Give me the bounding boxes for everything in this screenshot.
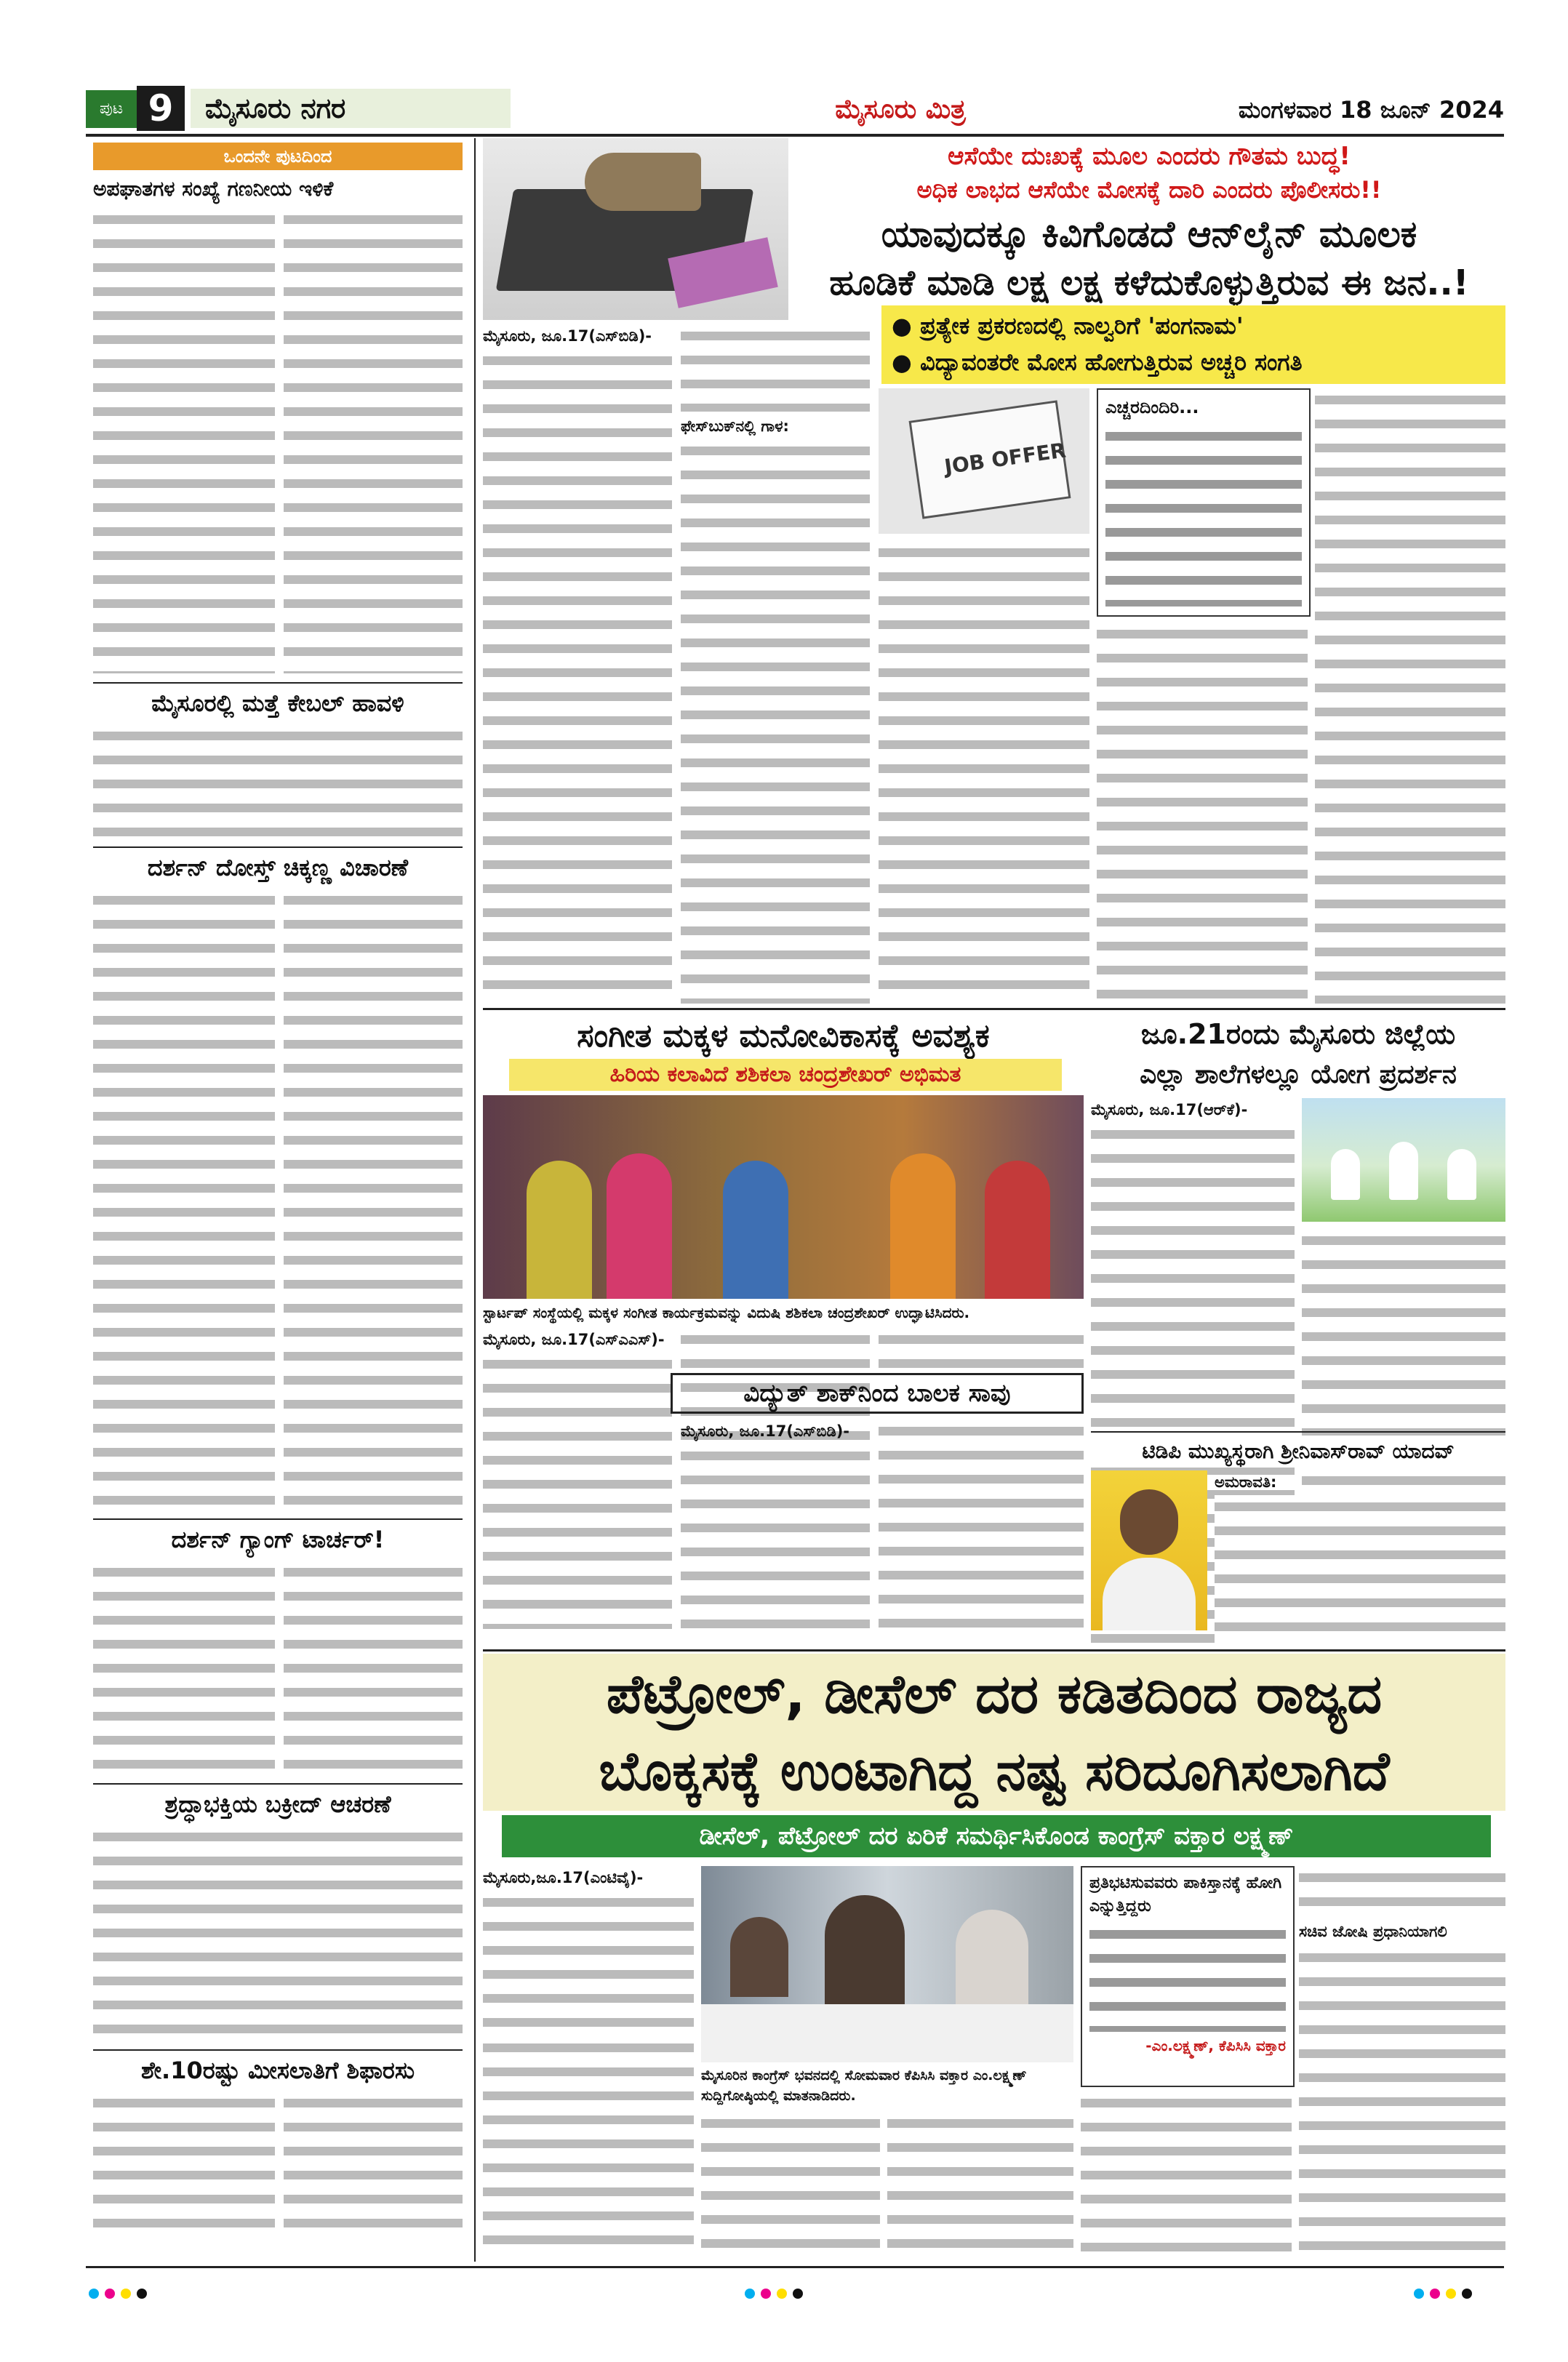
story-headline: ದರ್ಶನ್ ದೋಸ್ತ್ ಚಿಕ್ಕಣ್ಣ ವಿಚಾರಣೆ — [147, 854, 409, 881]
story-body — [93, 2091, 275, 2237]
story-headline: ಅಪಘಾತಗಳ ಸಂಖ್ಯೆ ಗಣನೀಯ ಇಳಿಕೆ — [93, 177, 334, 201]
music-body — [879, 1328, 1084, 1373]
issue-date: ಮಂಗಳವಾರ 18 ಜೂನ್ 2024 — [1238, 96, 1504, 124]
story-body — [284, 889, 463, 1514]
divider — [483, 1649, 1505, 1652]
shock-dateline: ಮೈಸೂರು, ಜೂ.17(ಎಸ್‌ಬಿಡಿ)- — [681, 1422, 850, 1440]
fuel-body — [1299, 1866, 1505, 1917]
fuel-headline-2: ಬೊಕ್ಕಸಕ್ಕೆ ಉಂಟಾಗಿದ್ದ ನಷ್ಟ ಸರಿದೂಗಿಸಲಾಗಿದೆ — [599, 1740, 1390, 1803]
fuel-body — [483, 2036, 694, 2259]
paper-name: ಮೈಸೂರು ಮಿತ್ರ — [835, 95, 966, 124]
lead-body — [681, 324, 870, 412]
divider — [93, 1783, 463, 1785]
divider — [483, 1008, 1505, 1010]
music-headline: ಸಂಗೀತ ಮಕ್ಕಳ ಮನೋವಿಕಾಸಕ್ಕೆ ಅವಶ್ಯಕ — [577, 1017, 990, 1054]
bullet-2-text: ವಿದ್ಯಾವಂತರೇ ಮೋಸ ಹೋಗುತ್ತಿರುವ ಅಚ್ಚರಿ ಸಂಗತಿ — [920, 348, 1303, 376]
page-badge — [86, 90, 137, 128]
divider — [93, 682, 463, 684]
yoga-headline-1: ಜೂ.21ರಂದು ಮೈಸೂರು ಜಿಲ್ಲೆಯ — [1140, 1018, 1456, 1050]
alert-title: ಎಚ್ಚರದಿಂದಿರಿ... — [1105, 397, 1199, 417]
lead-subhead: ಫೇಸ್‌ಬುಕ್‌ನಲ್ಲಿ ಗಾಳ: — [681, 417, 789, 435]
kicker-line-2: ಅಧಿಕ ಲಾಭದ ಆಸೆಯೇ ಮೋಸಕ್ಕೆ ದಾರಿ ಎಂದರು ಪೊಲೀಸರು!! — [916, 176, 1382, 204]
page-label: ಪುಟ — [99, 100, 124, 118]
shock-body — [681, 1444, 870, 1629]
fuel-body — [483, 1891, 694, 2029]
music-subhead: ಹಿರಿಯ ಕಲಾವಿದೆ ಶಶಿಕಲಾ ಚಂದ್ರಶೇಖರ್ ಅಭಿಮತ — [509, 1059, 1062, 1091]
alert-box — [1097, 388, 1311, 617]
bullet-2: ● ವಿದ್ಯಾವಂತರೇ ಮೋಸ ಹೋಗುತ್ತಿರುವ ಅಚ್ಚರಿ ಸಂಗತಿ — [892, 348, 1303, 376]
bullet-1-text: ಪ್ರತ್ಯೇಕ ಪ್ರಕರಣದಲ್ಲಿ ನಾಲ್ವರಿಗೆ 'ಪಂಗನಾಮ' — [920, 312, 1244, 340]
story-body — [284, 208, 463, 673]
lead-illustration — [483, 138, 788, 320]
registration-marks-center — [742, 2288, 806, 2302]
tdp-body — [1215, 1495, 1505, 1646]
yoga-headline-2: ಎಲ್ಲಾ ಶಾಲೆಗಳಲ್ಲೂ ಯೋಗ ಪ್ರದರ್ಶನ — [1140, 1060, 1457, 1089]
divider — [1091, 1431, 1505, 1433]
kicker-line-1: ಆಸೆಯೇ ದುಃಖಕ್ಕೆ ಮೂಲ ಎಂದರು ಗೌತಮ ಬುದ್ಧ! — [948, 142, 1351, 171]
masthead — [86, 86, 1504, 131]
left-column — [86, 138, 470, 2262]
registration-marks-left — [86, 2288, 150, 2302]
registration-marks-right — [1411, 2288, 1475, 2302]
story-body — [93, 208, 275, 673]
masthead-rule — [86, 134, 1504, 137]
divider — [93, 846, 463, 848]
fuel-subhead: ಸಚಿವ ಜೋಷಿ ಪ್ರಧಾನಿಯಾಗಲಿ — [1299, 1923, 1447, 1940]
continued-tag: ಒಂದನೇ ಪುಟದಿಂದ — [93, 143, 463, 170]
fuel-dateline: ಮೈಸೂರು,ಜೂ.17(ಎಂಟಿವೈ)- — [483, 1869, 644, 1886]
story-body — [284, 1561, 463, 1779]
footer-rule — [86, 2266, 1504, 2268]
fuel-headline-1: ಪೆಟ್ರೋಲ್, ಡೀಸೆಲ್ ದರ ಕಡಿತದಿಂದ ರಾಜ್ಯದ — [606, 1663, 1383, 1726]
shock-headline-box — [671, 1373, 1084, 1414]
shock-body — [879, 1420, 1084, 1629]
tdp-headline: ಟಿಡಿಪಿ ಮುಖ್ಯಸ್ಥರಾಗಿ ಶ್ರೀನಿವಾಸ್‌ರಾವ್ ಯಾದವ್ — [1091, 1436, 1505, 1468]
fuel-caption: ಮೈಸೂರಿನ ಕಾಂಗ್ರೆಸ್ ಭವನದಲ್ಲಿ ಸೋಮವಾರ ಕೆಪಿಸಿಸಿ ವಕ್ತಾರ ಎಂ.ಲಕ್ಷ್ಮಣ್ ಸುದ್ದಿಗೋಷ್ಠಿಯಲ್ಲಿ ಮಾತನಾಡಿದರು. — [701, 2067, 1027, 2104]
music-body — [483, 1353, 672, 1629]
job-offer-label: JOB OFFER — [943, 438, 1068, 479]
story-headline: ದರ್ಶನ್ ಗ್ಯಾಂಗ್ ಟಾರ್ಚರ್! — [171, 1526, 385, 1553]
lead-headline-1: ಯಾವುದಕ್ಕೂ ಕಿವಿಗೊಡದೆ ಆನ್‌ಲೈನ್ ಮೂಲಕ — [881, 213, 1417, 255]
yoga-photo — [1302, 1098, 1505, 1222]
story-body — [93, 724, 463, 841]
lead-body — [879, 541, 1089, 1004]
lead-body — [1315, 388, 1505, 1004]
tdp-portrait — [1091, 1470, 1207, 1630]
quote-title: ಪ್ರತಿಭಟಿಸುವವರು ಪಾಕಿಸ್ತಾನಕ್ಕೆ ಹೋಗಿ ಎನ್ನುತ್ತಿದ್ದರು — [1089, 1874, 1282, 1915]
job-offer-photo — [879, 388, 1089, 534]
story-body — [93, 1561, 275, 1779]
quote-attribution: -ಎಂ.ಲಕ್ಷ್ಮಣ್, ಕೆಪಿಸಿಸಿ ವಕ್ತಾರ — [1145, 2037, 1286, 2054]
fuel-body — [887, 2112, 1073, 2259]
fuel-banner: ಡೀಸೆಲ್, ಪೆಟ್ರೋಲ್ ದರ ಏರಿಕೆ ಸಮರ್ಥಿಸಿಕೊಂಡ ಕಾಂಗ್ರೆಸ್ ವಕ್ತಾರ ಲಕ್ಷ್ಮಣ್ — [502, 1815, 1491, 1857]
lead-headline-2: ಹೂಡಿಕೆ ಮಾಡಿ ಲಕ್ಷ ಲಕ್ಷ ಕಳೆದುಕೊಳ್ಳುತ್ತಿರುವ ಈ ಜನ..! — [829, 263, 1469, 303]
lead-bullets — [881, 305, 1505, 384]
bullet-1: ● ಪ್ರತ್ಯೇಕ ಪ್ರಕರಣದಲ್ಲಿ ನಾಲ್ವರಿಗೆ 'ಪಂಗನಾಮ' — [892, 312, 1244, 340]
divider — [93, 2049, 463, 2051]
divider — [93, 1518, 463, 1520]
music-caption: ಸ್ಟಾರ್ಟಪ್ ಸಂಸ್ಥೆಯಲ್ಲಿ ಮಕ್ಕಳ ಸಂಗೀತ ಕಾರ್ಯಕ್ರಮವನ್ನು ವಿದುಷಿ ಶಶಿಕಲಾ ಚಂದ್ರಶೇಖರ್ ಉದ್ಘಾಟಿಸಿದರು. — [483, 1304, 970, 1321]
story-body — [93, 1825, 463, 2043]
story-body — [93, 889, 275, 1514]
fuel-body — [701, 2112, 880, 2259]
page-number: 9 — [137, 86, 185, 131]
story-headline: ಶೇ.10ರಷ್ಟು ಮೀಸಲಾತಿಗೆ ಶಿಫಾರಸು — [141, 2057, 415, 2084]
story-headline: ಶ್ರದ್ಧಾಭಕ್ತಿಯ ಬಕ್ರೀದ್ ಆಚರಣೆ — [164, 1790, 391, 1818]
section-title: ಮೈಸೂರು ನಗರ — [191, 89, 511, 128]
fuel-body — [1299, 1946, 1505, 2259]
lead-body — [483, 349, 672, 1004]
music-dateline: ಮೈಸೂರು, ಜೂ.17(ಎಸ್‌ಎಎಸ್)- — [483, 1331, 665, 1348]
fuel-photo — [701, 1866, 1073, 2062]
quote-box — [1081, 1866, 1295, 2087]
lead-dateline: ಮೈಸೂರು, ಜೂ.17(ಎಸ್‌ಬಿಡಿ)- — [483, 327, 652, 345]
story-headline: ಮೈಸೂರಲ್ಲಿ ಮತ್ತೆ ಕೇಬಲ್ ಹಾವಳಿ — [151, 689, 404, 717]
fuel-body — [1081, 2091, 1292, 2259]
yoga-dateline: ಮೈಸೂರು, ಜೂ.17(ಆರ್‌ಕೆ)- — [1091, 1101, 1248, 1118]
column-divider — [474, 138, 476, 2262]
story-body — [284, 2091, 463, 2237]
lead-body — [681, 439, 870, 1004]
shock-headline: ವಿದ್ಯುತ್ ಶಾಕ್‌ನಿಂದ ಬಾಲಕ ಸಾವು — [743, 1379, 1011, 1408]
music-photo — [483, 1095, 1084, 1299]
tdp-dateline: ಅಮರಾವತಿ: — [1215, 1473, 1277, 1491]
lead-body — [1097, 622, 1308, 1004]
